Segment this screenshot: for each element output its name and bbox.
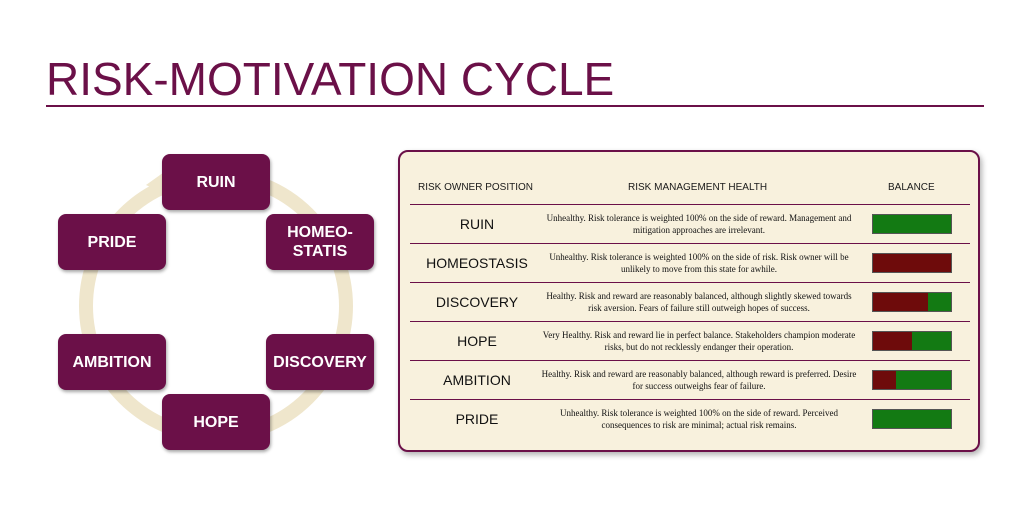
cycle-diagram [40,140,400,470]
balance-bar [872,292,952,312]
row-divider [410,321,970,322]
row-position: AMBITION [443,372,511,388]
header-balance: BALANCE [888,182,935,193]
balance-bar [872,214,952,234]
cycle-node-discovery: DISCOVERY [266,334,374,390]
row-health: Healthy. Risk and reward are reasonably balanced, although slightly skewed towards risk aversion. Fears of failure still outweigh hopes of success. [546,291,852,313]
balance-risk-fill [873,332,912,350]
cycle-node-homeostatis: HOMEO- STATIS [266,214,374,270]
row-divider [410,360,970,361]
cycle-node-hope: HOPE [162,394,270,450]
balance-bar [872,331,952,351]
row-health: Unhealthy. Risk tolerance is weighted 100% on the side of risk. Risk owner will be unlikely to move from this state for awhile. [549,252,849,274]
row-divider [410,243,970,244]
balance-bar [872,253,952,273]
cycle-node-ruin: RUIN [162,154,270,210]
risk-table-panel [398,150,980,452]
row-divider [410,399,970,400]
cycle-node-pride: PRIDE [58,214,166,270]
row-divider [410,282,970,283]
row-health: Unhealthy. Risk tolerance is weighted 100% on the side of reward. Management and mitigation approaches are irrelevant. [546,213,852,235]
balance-risk-fill [873,293,928,311]
cycle-node-ambition: AMBITION [58,334,166,390]
balance-risk-fill [873,254,951,272]
balance-bar [872,409,952,429]
row-position: DISCOVERY [435,294,519,310]
row-divider [410,204,970,205]
header-risk-owner-position: RISK OWNER POSITION [418,182,534,193]
balance-risk-fill [873,371,896,389]
balance-bar [872,370,952,390]
row-health: Very Healthy. Risk and reward lie in perfect balance. Stakeholders champion moderate risks, but do not recklessly endanger their operation. [542,330,856,352]
row-position: PRIDE [455,411,499,427]
row-position: HOMEOSTASIS [426,255,528,271]
row-health: Unhealthy. Risk tolerance is weighted 100% on the side of reward. Perceived consequences to risk are minimal; actual risk remains. [559,408,839,430]
page-title: RISK-MOTIVATION CYCLE [46,53,615,105]
row-health: Healthy. Risk and reward are reasonably balanced, although reward is preferred. Desire for success outweighs fear of failure. [541,369,857,391]
row-position: HOPE [457,333,497,349]
title-divider [46,105,984,107]
row-position: RUIN [459,216,495,232]
header-risk-management-health: RISK MANAGEMENT HEALTH [628,182,768,193]
